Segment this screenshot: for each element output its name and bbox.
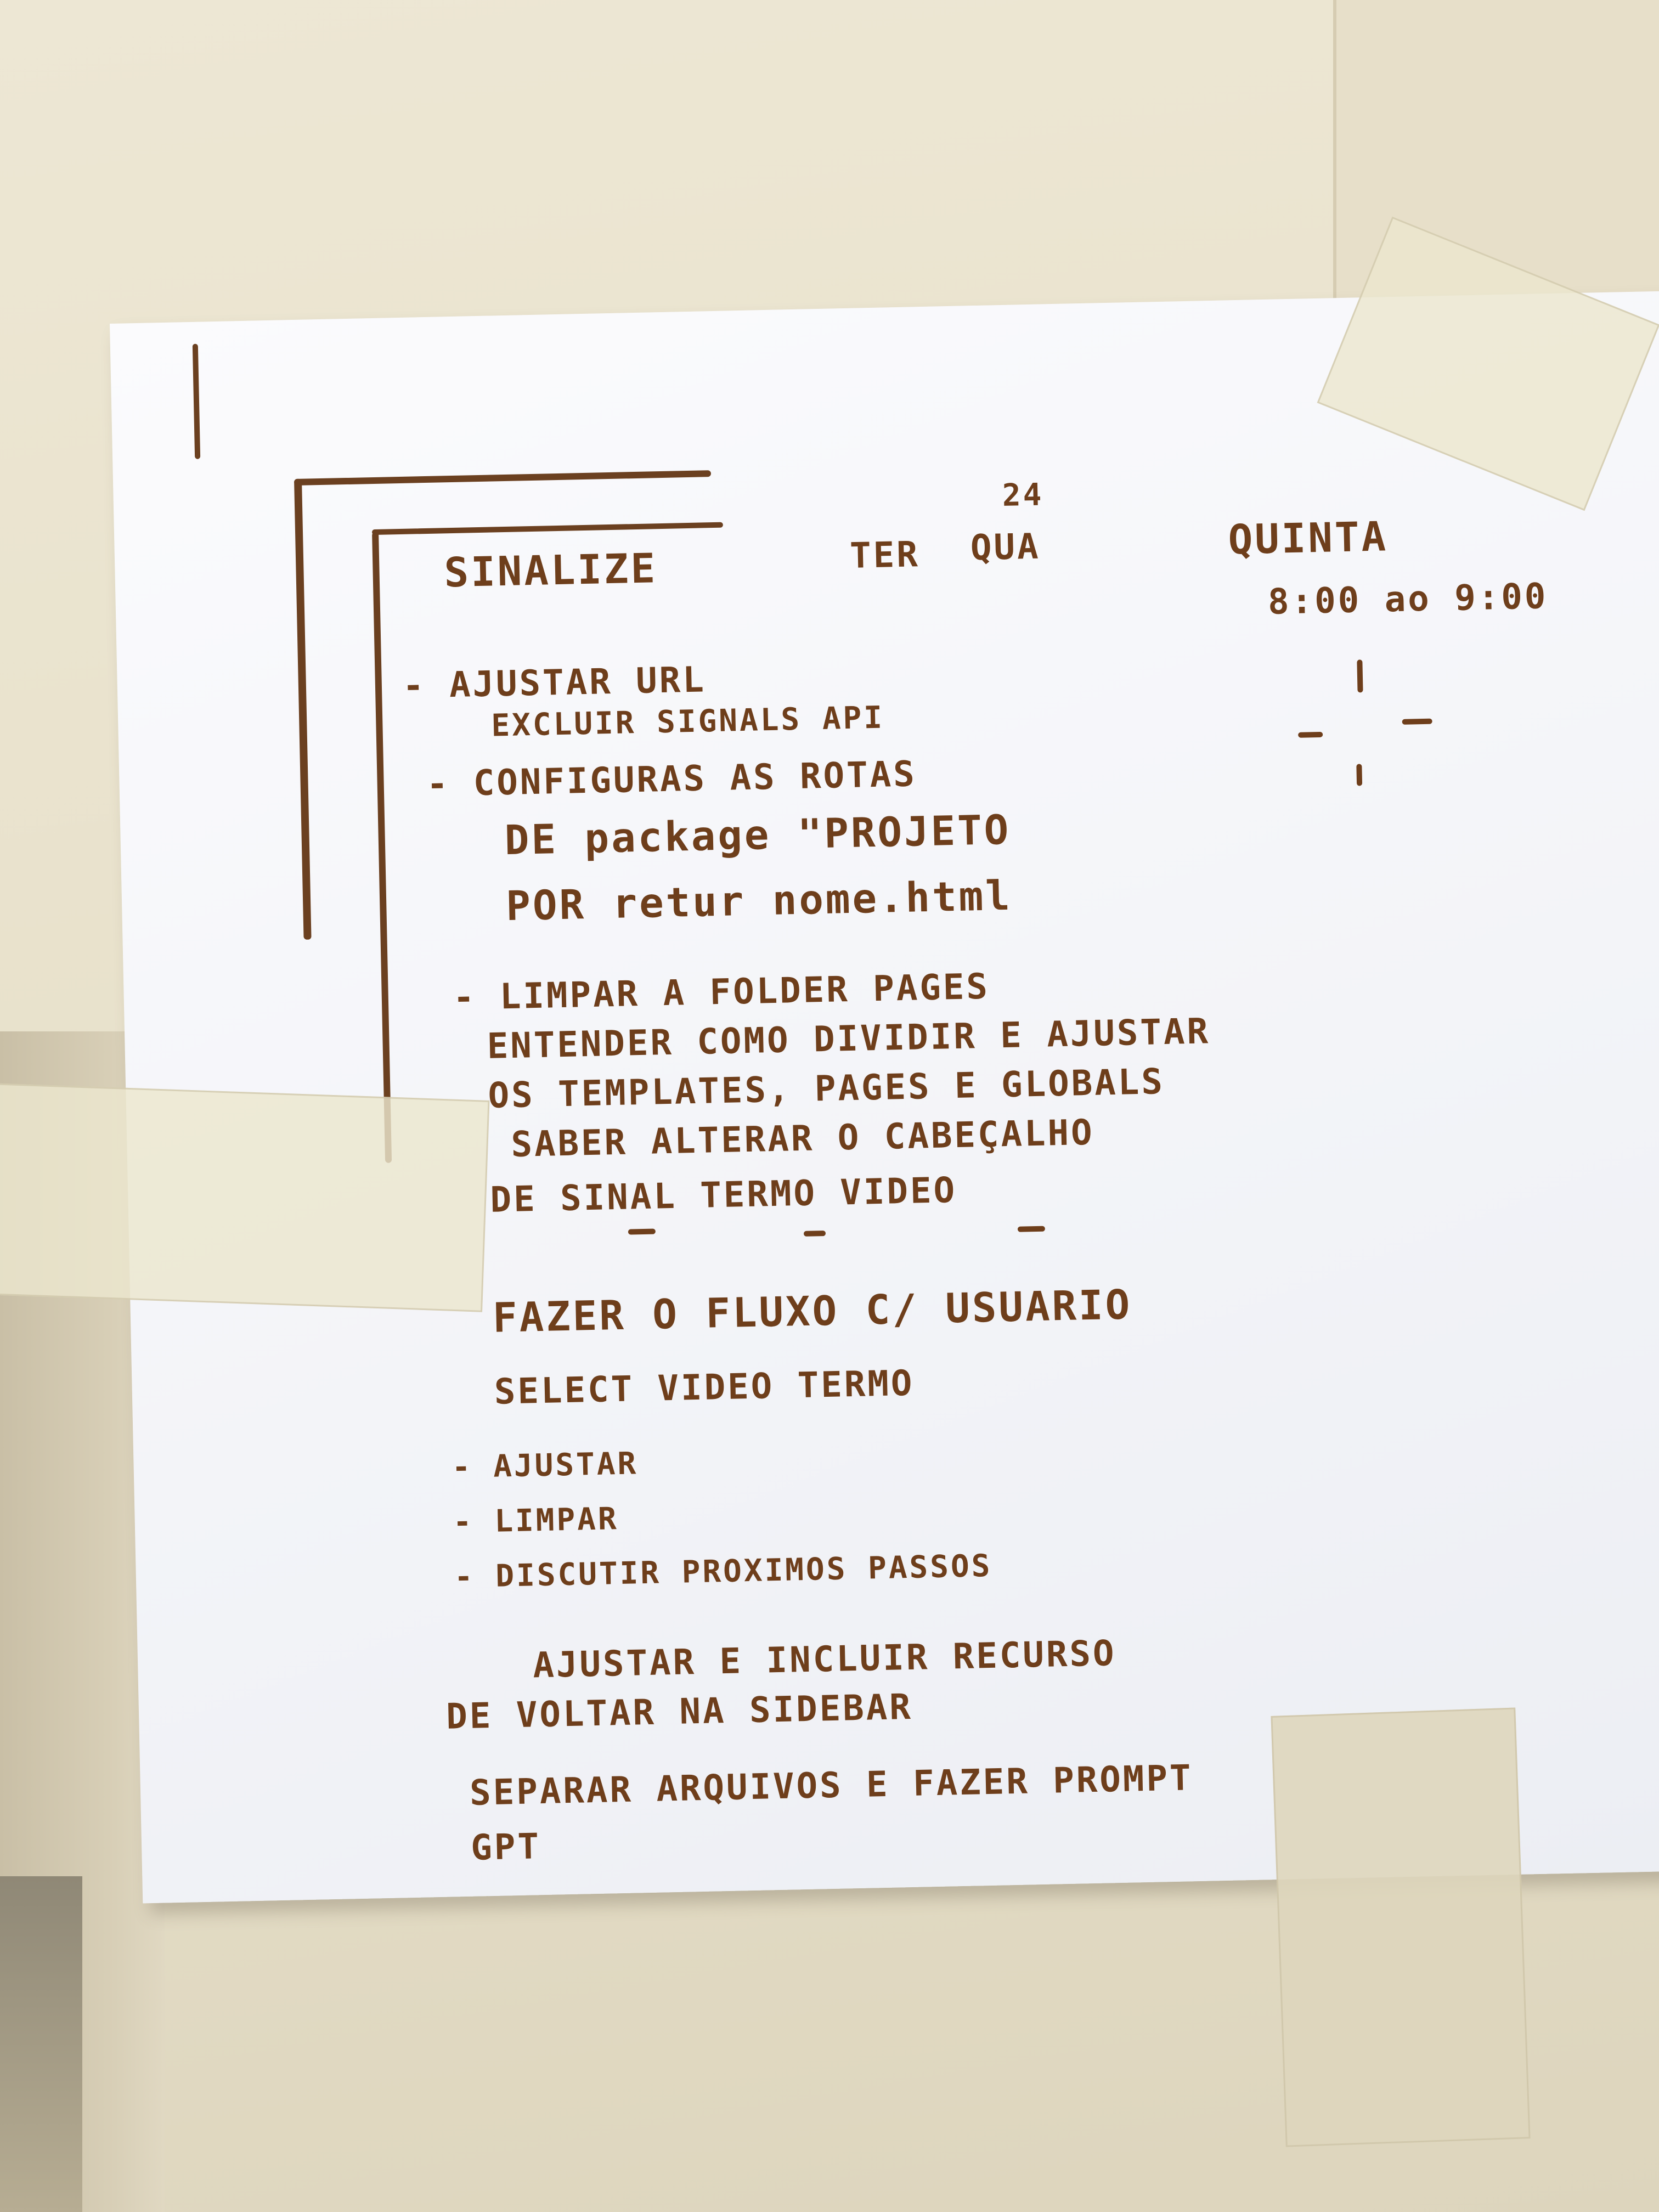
bracket-outer-horizontal <box>294 470 711 486</box>
bracket-inner-vertical <box>372 532 392 1163</box>
list-item: - LIMPAR A FOLDER PAGES <box>453 966 990 1019</box>
underline-dash <box>804 1231 826 1237</box>
day-number: 24 <box>1002 477 1045 514</box>
list-item: POR retur nome.html <box>505 872 1013 930</box>
day-ter: TER <box>849 534 921 577</box>
list-item: ENTENDER COMO DIVIDIR E AJUSTAR <box>486 1011 1211 1067</box>
day-quinta: QUINTA <box>1227 513 1389 564</box>
list-item: - CONFIGURAS AS ROTAS <box>426 754 917 805</box>
underline-dash <box>1018 1226 1045 1232</box>
list-item: FAZER O FLUXO C/ USUARIO <box>492 1281 1133 1342</box>
list-item: DE VOLTAR NA SIDEBAR <box>445 1686 913 1737</box>
crosshair-right <box>1402 719 1432 725</box>
tick-marks <box>193 344 200 459</box>
title: SINALIZE <box>443 545 658 597</box>
list-item: SELECT VIDEO TERMO <box>494 1363 915 1413</box>
crosshair-bottom <box>1356 764 1362 786</box>
list-item: - DISCUTIR PROXIMOS PASSOS <box>454 1548 993 1595</box>
list-item: - LIMPAR <box>453 1501 619 1541</box>
list-item: AJUSTAR E INCLUIR RECURSO <box>532 1633 1117 1686</box>
underline-dash <box>628 1229 656 1235</box>
crosshair-left <box>1298 732 1323 738</box>
bracket-inner-horizontal <box>372 522 723 535</box>
list-item: - AJUSTAR <box>452 1446 639 1486</box>
list-item: EXCLUIR SIGNALS API <box>490 699 885 744</box>
bracket-outer-vertical <box>294 479 312 940</box>
list-item: DE package "PROJETO <box>504 806 1012 865</box>
time-range: 8:00 ao 9:00 <box>1267 576 1549 623</box>
list-item: OS TEMPLATES, PAGES E GLOBALS <box>487 1062 1165 1116</box>
crosshair-top <box>1357 659 1363 692</box>
list-item: SEPARAR ARQUIVOS E FAZER PROMPT <box>469 1758 1194 1814</box>
masking-tape <box>0 1083 489 1312</box>
day-qua: QUA <box>970 526 1041 569</box>
door-opening <box>0 1876 82 2212</box>
list-item: - AJUSTAR URL <box>402 659 707 707</box>
list-item: SABER ALTERAR O CABEÇALHO <box>510 1112 1095 1166</box>
list-item: GPT <box>470 1826 541 1869</box>
list-item: DE SINAL TERMO VIDEO <box>489 1170 957 1221</box>
masking-tape <box>1271 1707 1530 2147</box>
